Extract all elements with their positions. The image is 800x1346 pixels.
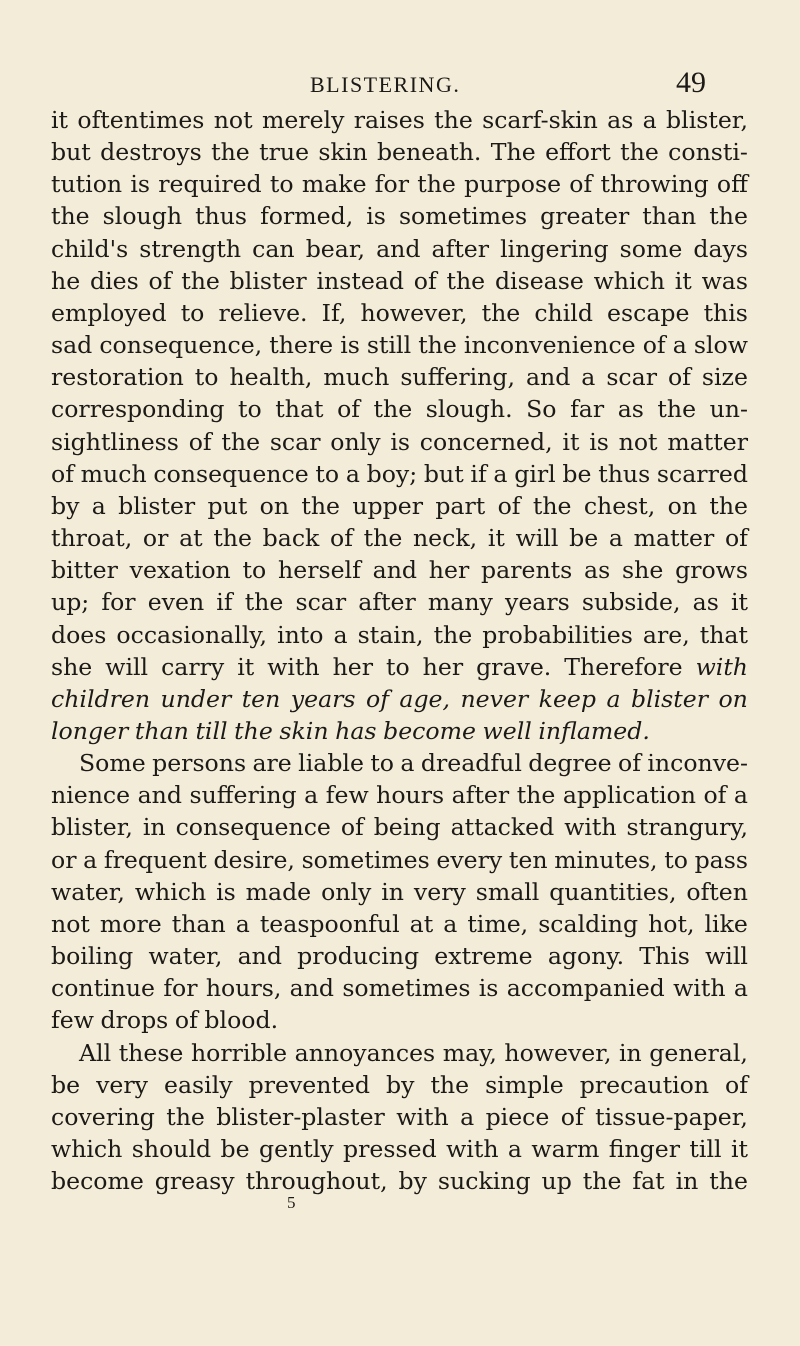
- text-line: she will carry it with her to her grave. Therefore with: [51, 652, 748, 681]
- text-line: up; for even if the scar after many years subside, as it: [51, 588, 748, 617]
- text-line: of much consequence to a boy; but if a girl be thus scarred: [51, 459, 748, 488]
- signature-mark: 5: [287, 1193, 296, 1212]
- text-line: All these horrible annoyances may, however, in general,: [79, 1038, 748, 1067]
- text-line: not more than a teaspoonful at a time, scalding hot, like: [51, 909, 748, 938]
- text-line: the slough thus formed, is sometimes greater than the: [51, 202, 748, 231]
- text-line: throat, or at the back of the neck, it will be a matter of: [51, 524, 748, 553]
- text-line: continue for hours, and sometimes is accompanied with a: [51, 974, 748, 1003]
- text-line: restoration to health, much suffering, and a scar of size: [51, 363, 748, 392]
- body-text: [51, 104, 748, 1197]
- text-line: does occasionally, into a stain, the probabilities are, that: [51, 620, 748, 649]
- text-line: bitter vexation to herself and her parents as she grows: [51, 556, 748, 585]
- text-line: be very easily prevented by the simple precaution of: [51, 1070, 748, 1099]
- text-line: children under ten years of age, never keep a blister on: [51, 684, 748, 713]
- text-line: but destroys the true skin beneath. The effort the consti-: [51, 138, 748, 167]
- text-line: become greasy throughout, by sucking up the fat in the: [51, 1167, 748, 1196]
- text-line: or a frequent desire, sometimes every ten minutes, to pass: [51, 845, 748, 874]
- text-line: child's strength can bear, and after lingering some days: [51, 234, 748, 263]
- text-line: by a blister put on the upper part of the chest, on the: [51, 491, 748, 520]
- text-line: Some persons are liable to a dreadful degree of inconve-: [79, 749, 748, 778]
- text-line: blister, in consequence of being attacked with strangury,: [51, 813, 748, 842]
- text-line: tution is required to make for the purpose of throwing off: [51, 170, 748, 199]
- text-line: water, which is made only in very small quantities, often: [51, 877, 748, 906]
- text-line: sightliness of the scar only is concerned, it is not matter: [51, 427, 748, 456]
- text-line: boiling water, and producing extreme agony. This will: [51, 942, 748, 971]
- text-line: longer than till the skin has become well inflamed.: [51, 716, 650, 745]
- text-line: corresponding to that of the slough. So far as the un-: [51, 395, 748, 424]
- text-line: employed to relieve. If, however, the child escape this: [51, 298, 748, 327]
- text-line: it oftentimes not merely raises the scarf-skin as a blister,: [51, 106, 748, 134]
- text-line: he dies of the blister instead of the disease which it was: [51, 266, 748, 295]
- text-line: few drops of blood.: [51, 1006, 279, 1035]
- text-line: nience and suffering a few hours after the application of a: [51, 781, 748, 810]
- page-number: 49: [676, 66, 706, 99]
- text-line: covering the blister-plaster with a piece of tissue-paper,: [51, 1102, 748, 1131]
- running-head: BLISTERING.: [310, 72, 461, 97]
- page-header: [0, 66, 800, 106]
- text-line: which should be gently pressed with a warm finger till it: [51, 1135, 748, 1163]
- text-line: sad consequence, there is still the inconvenience of a slow: [51, 331, 748, 360]
